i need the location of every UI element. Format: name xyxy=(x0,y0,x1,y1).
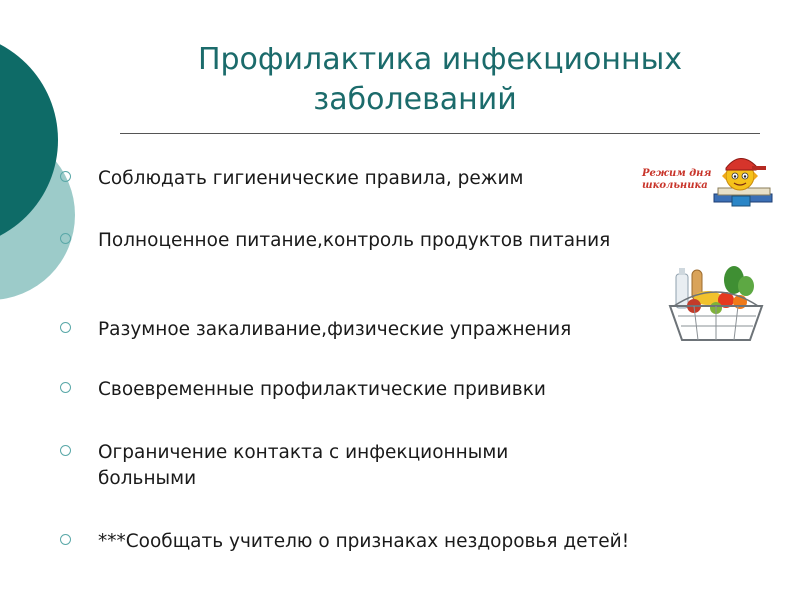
title-line-2: заболеваний xyxy=(313,82,517,117)
sun-character-icon xyxy=(710,148,776,210)
bullet-text: ***Сообщать учителю о признаках нездоровья детей! xyxy=(98,531,630,552)
title-divider xyxy=(120,133,760,134)
bullet-ring-icon xyxy=(60,233,71,244)
regime-illustration xyxy=(636,148,776,212)
bullet-ring-icon xyxy=(60,171,71,182)
bullet-ring-icon xyxy=(60,445,71,456)
bullet-text: Разумное закаливание,физические упражнения xyxy=(98,319,572,340)
title-line-1: Профилактика инфекционных xyxy=(197,42,683,77)
bullet-text: Соблюдать гигиенические правила, режим xyxy=(98,168,524,189)
bullet-ring-icon xyxy=(60,534,71,545)
basket-icon xyxy=(664,260,768,348)
bullet-ring-icon xyxy=(60,322,71,333)
bullet-text: Полноценное питание,контроль продуктов питания xyxy=(98,230,611,251)
bullet-text: Своевременные профилактические прививки xyxy=(98,379,546,400)
slide-title xyxy=(100,40,780,120)
bullet-ring-icon xyxy=(60,382,71,393)
food-basket-illustration xyxy=(664,260,768,348)
bullet-text: Ограничение контакта с инфекционными больными xyxy=(98,442,509,489)
regime-label: Режим дня школьника xyxy=(642,168,712,191)
